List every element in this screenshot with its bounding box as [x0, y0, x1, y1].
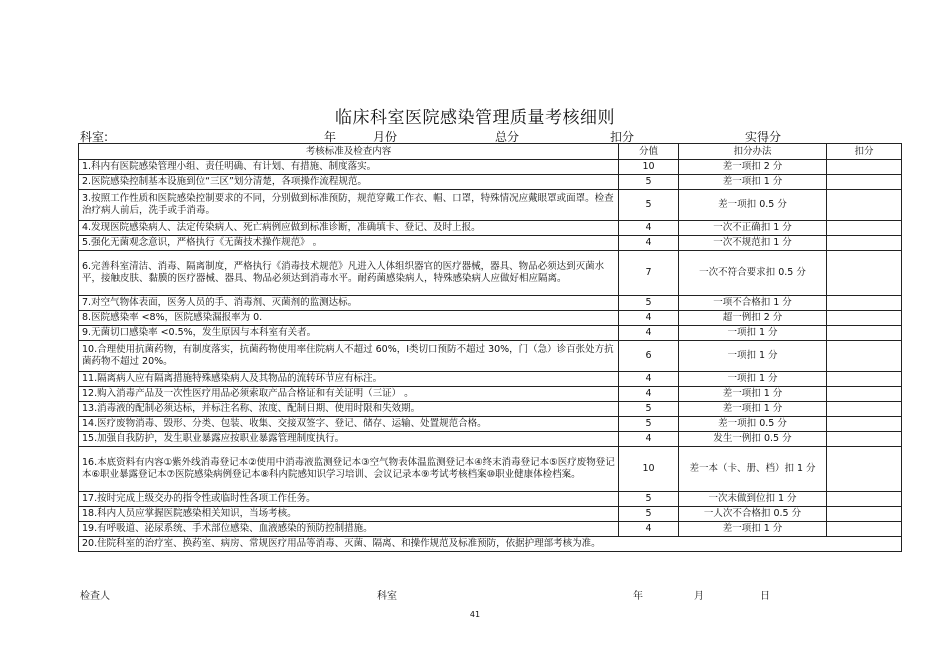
row-content: 18.科内人员应掌握医院感染相关知识，当场考核。	[79, 507, 619, 522]
inspector-label: 检查人	[80, 591, 110, 602]
row-deducted	[827, 432, 902, 447]
table-row	[79, 447, 902, 492]
row-content: 1.科内有医院感染管理小组、责任明确、有计划、有措施、制度落实。	[79, 160, 619, 175]
row-deducted	[827, 296, 902, 311]
row-deducted	[827, 402, 902, 417]
table-row	[79, 190, 902, 221]
actual-score-label: 实得分	[745, 130, 782, 144]
table-row	[79, 236, 902, 251]
header-method: 扣分办法	[679, 144, 827, 160]
row-deducted	[827, 326, 902, 341]
table-row	[79, 492, 902, 507]
row-content: 10.合理使用抗菌药物，有制度落实，抗菌药物使用率住院病人不超过 60%，Ⅰ类切口预防不超过 30%，门（急）诊百张处方抗菌药物不超过 20%。	[79, 341, 619, 372]
assessment-table	[78, 143, 902, 552]
page-number: 41	[469, 610, 481, 619]
total-score-label: 总分	[495, 130, 520, 144]
row-content: 6.完善科室清洁、消毒、隔离制度，严格执行《消毒技术规范》凡进入人体组织器官的医疗器械，器具、物品必须达到灭菌水平，接触皮肤、黏膜的医疗器械、器具、物品必须达到消毒水平。耐药菌感染病人，特殊感染病人应做好相应隔离。	[79, 251, 619, 296]
table-row	[79, 522, 902, 537]
footer-signature-row	[80, 587, 900, 601]
row-content-final: 20.住院科室的治疗室、换药室、病房、常规医疗用品等消毒、灭菌、隔离、和操作规范及标准预防，依据护理部考核为准。	[79, 537, 902, 552]
row-deducted	[827, 522, 902, 537]
table-row	[79, 296, 902, 311]
row-content: 11.隔离病人应有隔离措施特殊感染病人及其物品的流转环节应有标注。	[79, 372, 619, 387]
row-method: 一项不合格扣 1 分	[679, 296, 827, 311]
row-content: 9.无菌切口感染率 <0.5%，发生原因与本科室有关者。	[79, 326, 619, 341]
row-deducted	[827, 507, 902, 522]
table-row	[79, 387, 902, 402]
row-method: 差一项扣 1 分	[679, 387, 827, 402]
table-row	[79, 326, 902, 341]
row-method: 差一项扣 1 分	[679, 175, 827, 190]
header-score: 分值	[619, 144, 679, 160]
row-content: 8.医院感染率 <8%，医院感染漏报率为 0.	[79, 311, 619, 326]
footer-year-label: 年	[633, 591, 643, 602]
row-score: 4	[619, 372, 679, 387]
table-row	[79, 417, 902, 432]
row-deducted	[827, 387, 902, 402]
row-content: 15.加强自我防护，发生职业暴露应按职业暴露管理制度执行。	[79, 432, 619, 447]
row-method: 差一项扣 2 分	[679, 160, 827, 175]
header-content: 考核标准及检查内容	[79, 144, 619, 160]
row-method: 一次不符合要求扣 0.5 分	[679, 251, 827, 296]
footer-day-label: 日	[760, 591, 770, 602]
row-content: 16.本底资料有内容①紫外线消毒登记本②使用中消毒液监测登记本③空气物表体温监测登记本④终末消毒登记本⑤医疗废物登记本⑥职业暴露登记本⑦医院感染病例登记本⑧科内院感知识学习培训、会议记录本⑨考试考核档案⑩职业健康体检档案。	[79, 447, 619, 492]
table-row-final	[79, 537, 902, 552]
row-deducted	[827, 311, 902, 326]
row-method: 差一本（卡、册、档）扣 1 分	[679, 447, 827, 492]
row-content: 12.购入消毒产品及一次性医疗用品必须索取产品合格证和有关证明（三证） 。	[79, 387, 619, 402]
year-label: 年	[324, 130, 337, 144]
row-deducted	[827, 190, 902, 221]
row-score: 5	[619, 190, 679, 221]
table-row	[79, 372, 902, 387]
row-score: 4	[619, 522, 679, 537]
row-score: 4	[619, 387, 679, 402]
header-deducted: 扣分	[827, 144, 902, 160]
row-content: 5.强化无菌观念意识，严格执行《无菌技术操作规范》 。	[79, 236, 619, 251]
row-method: 一人次不合格扣 0.5 分	[679, 507, 827, 522]
row-method: 一次不正确扣 1 分	[679, 221, 827, 236]
row-score: 7	[619, 251, 679, 296]
table-row	[79, 175, 902, 190]
row-method: 一项扣 1 分	[679, 372, 827, 387]
row-method: 一次不规范扣 1 分	[679, 236, 827, 251]
row-score: 5	[619, 296, 679, 311]
row-deducted	[827, 417, 902, 432]
row-method: 一项扣 1 分	[679, 341, 827, 372]
row-deducted	[827, 341, 902, 372]
row-content: 17.按时完成上级交办的指令性或临时性各项工作任务。	[79, 492, 619, 507]
table-row	[79, 432, 902, 447]
row-deducted	[827, 251, 902, 296]
row-score: 10	[619, 447, 679, 492]
table-header-row	[79, 144, 902, 160]
footer-dept-label: 科室	[377, 591, 397, 602]
row-score: 5	[619, 402, 679, 417]
row-content: 13.消毒液的配制必须达标，并标注名称、浓度、配制日期、使用时限和失效期。	[79, 402, 619, 417]
table-row	[79, 221, 902, 236]
row-score: 5	[619, 507, 679, 522]
month-label: 月份	[373, 130, 398, 144]
row-deducted	[827, 221, 902, 236]
row-score: 4	[619, 432, 679, 447]
row-method: 一次未做到位扣 1 分	[679, 492, 827, 507]
row-deducted	[827, 175, 902, 190]
table-row	[79, 507, 902, 522]
row-method: 发生一例扣 0.5 分	[679, 432, 827, 447]
row-content: 2.医院感染控制基本设施到位“三区”划分清楚，各项操作流程规范。	[79, 175, 619, 190]
row-score: 6	[619, 341, 679, 372]
row-score: 5	[619, 492, 679, 507]
row-method: 差一项扣 0.5 分	[679, 417, 827, 432]
row-method: 差一项扣 1 分	[679, 522, 827, 537]
dept-label: 科室:	[80, 130, 109, 144]
row-content: 3.按照工作性质和医院感染控制要求的不同，分别做到标准预防，规范穿戴工作衣、帽、口罩，特殊情况应戴眼罩或面罩。检查治疗病人前后，洗手或手消毒。	[79, 190, 619, 221]
row-score: 4	[619, 221, 679, 236]
row-method: 超一例扣 2 分	[679, 311, 827, 326]
row-score: 4	[619, 311, 679, 326]
row-deducted	[827, 492, 902, 507]
row-deducted	[827, 447, 902, 492]
row-method: 差一项扣 0.5 分	[679, 190, 827, 221]
table-row	[79, 251, 902, 296]
row-method: 一项扣 1 分	[679, 326, 827, 341]
table-row	[79, 160, 902, 175]
row-deducted	[827, 372, 902, 387]
row-score: 5	[619, 175, 679, 190]
table-row	[79, 402, 902, 417]
table-row	[79, 311, 902, 326]
footer-month-label: 月	[694, 591, 704, 602]
row-score: 4	[619, 326, 679, 341]
row-content: 4.发现医院感染病人、法定传染病人、死亡病例应做到标准诊断，准确填卡、登记、及时上报。	[79, 221, 619, 236]
row-content: 7.对空气物体表面，医务人员的手、消毒剂、灭菌剂的监测达标。	[79, 296, 619, 311]
deduct-label: 扣分	[610, 130, 635, 144]
row-score: 5	[619, 417, 679, 432]
row-deducted	[827, 160, 902, 175]
page-title: 临床科室医院感染管理质量考核细则	[335, 108, 615, 128]
row-content: 19.有呼吸道、泌尿系统、手术部位感染、血液感染的预防控制措施。	[79, 522, 619, 537]
row-content: 14.医疗废物消毒、毁形、分类、包装、收集、交接双签字、登记、储存、运输、处置规范合格。	[79, 417, 619, 432]
table-row	[79, 341, 902, 372]
header-meta-row	[80, 128, 900, 144]
row-method: 差一项扣 1 分	[679, 402, 827, 417]
row-score: 10	[619, 160, 679, 175]
row-deducted	[827, 236, 902, 251]
row-score: 4	[619, 236, 679, 251]
